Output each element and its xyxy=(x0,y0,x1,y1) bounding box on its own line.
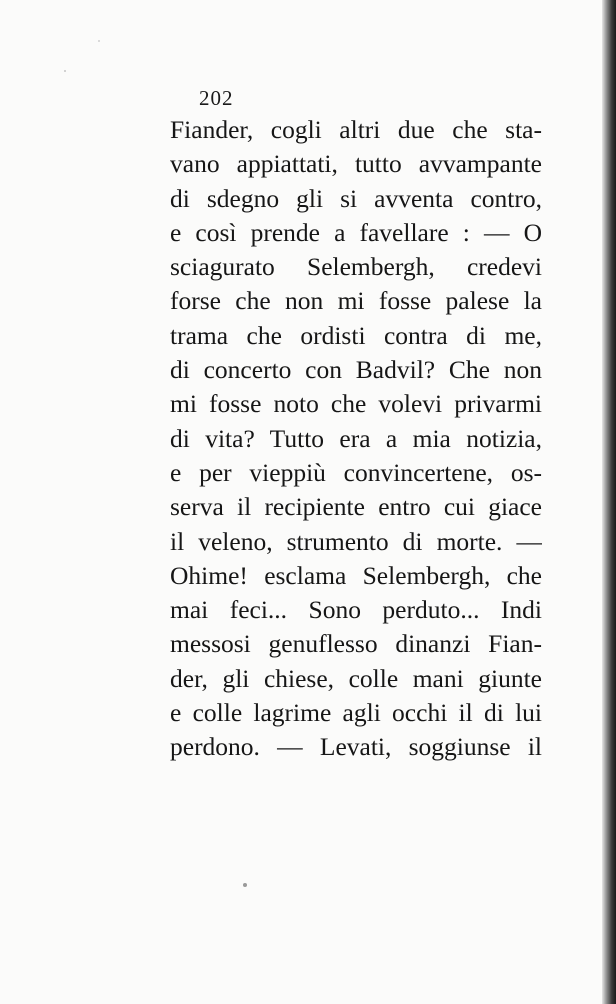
page-binding-edge xyxy=(602,0,616,1004)
text-line: di sdegno gli si avventa contro, xyxy=(170,183,542,213)
text-line: e per vieppiù convincertene, os- xyxy=(170,457,542,487)
text-line: Ohime! esclama Selembergh, che xyxy=(170,560,542,590)
text-line: der, gli chiese, colle mani giunte xyxy=(170,663,542,693)
paper-speck xyxy=(64,70,66,72)
paper-speck xyxy=(243,883,247,887)
text-line: trama che ordisti contra di me, xyxy=(170,320,542,350)
text-line: messosi genuflesso dinanzi Fian- xyxy=(170,629,542,659)
text-line: di vita? Tutto era a mia notizia, xyxy=(170,423,542,453)
text-line: mi fosse noto che volevi privarmi xyxy=(170,389,542,419)
text-line: forse che non mi fosse palese la xyxy=(170,286,542,316)
text-line: di concerto con Badvil? Che non xyxy=(170,355,542,385)
text-line: e così prende a favellare : — O xyxy=(170,217,542,247)
text-line: vano appiattati, tutto avvampante xyxy=(170,149,542,179)
text-line: il veleno, strumento di morte. — xyxy=(170,526,542,556)
paper-speck xyxy=(98,40,100,42)
text-line: e colle lagrime agli occhi il di lui xyxy=(170,698,542,728)
text-line: sciagurato Selembergh, credevi xyxy=(170,252,542,282)
page-number: 202 xyxy=(199,86,234,110)
text-line: mai feci... Sono perduto... Indi xyxy=(170,595,542,625)
body-text xyxy=(170,113,542,765)
text-line: Fiander, cogli altri due che sta- xyxy=(170,115,542,144)
text-line: serva il recipiente entro cui giace xyxy=(170,492,542,522)
text-line: perdono. — Levati, soggiunse il xyxy=(170,732,542,762)
